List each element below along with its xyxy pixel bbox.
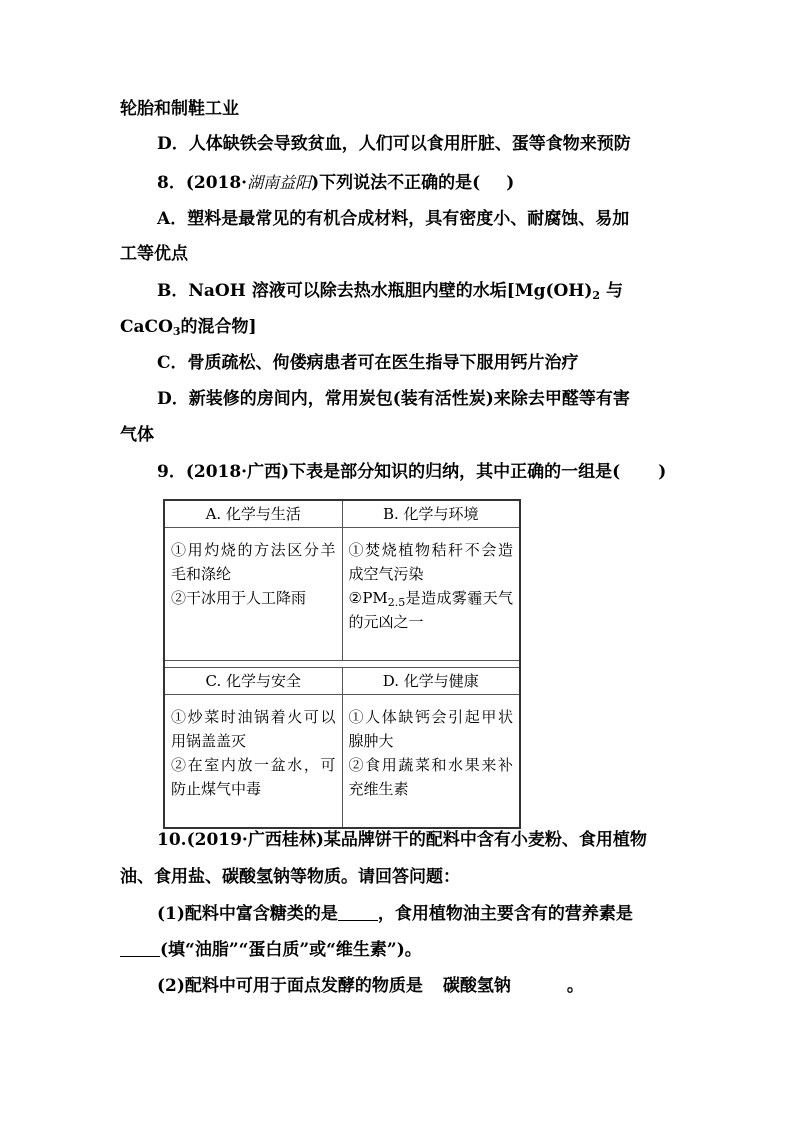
table-cell-a — [164, 528, 342, 661]
table-item: ②在室内放一盆水，可防止煤气中毒 — [171, 756, 336, 798]
table-item: ①焚烧植物秸秆不会造成空气污染 — [348, 541, 513, 583]
formula: CaCO — [120, 317, 173, 337]
question-10: 10.(2019·广西桂林)某品牌饼干的配料中含有小麦粉、食用植物 — [157, 830, 647, 850]
q10-part1 — [157, 903, 633, 925]
q10-part2-answer: 碳酸氢钠 — [442, 976, 511, 996]
question-8 — [157, 172, 514, 194]
table-cell-b — [342, 528, 520, 661]
table-header-a: A. 化学与生活 — [164, 500, 342, 528]
q10-part1-text: (1)配料中富含糖类的是 — [157, 904, 338, 924]
subscript: 2 — [592, 289, 601, 302]
option-b-text: B．NaOH 溶液可以除去热水瓶胆内壁的水垢[Mg(OH) — [157, 281, 593, 301]
option-d-q8: D．新装修的房间内，常用炭包(装有活性炭)来除去甲醛等有害 — [157, 389, 630, 409]
option-b-q8 — [157, 280, 623, 302]
q9-close-paren: ) — [658, 462, 667, 482]
answer-blank — [338, 904, 378, 921]
table-item: ②干冰用于人工降雨 — [171, 589, 307, 607]
formula-text: 的混合物] — [180, 317, 257, 337]
text-line — [120, 939, 422, 961]
text-line: 轮胎和制鞋工业 — [120, 99, 239, 119]
q10-part1-options: (填“油脂”“蛋白质”或“维生素”)。 — [160, 940, 422, 960]
knowledge-table — [163, 499, 521, 829]
table-cell-c — [164, 695, 342, 829]
q8-source: 湖南益阳 — [247, 173, 312, 192]
table-item: ①炒菜时油锅着火可以用锅盖盖灭 — [171, 708, 336, 750]
table-item-text: 是造成雾霾天气的元凶之一 — [348, 589, 513, 631]
option-c-q8: C．骨质疏松、佝偻病患者可在医生指导下服用钙片治疗 — [157, 353, 579, 373]
text-line: 气体 — [120, 425, 154, 445]
text-line — [120, 316, 257, 338]
subscript: 2.5 — [387, 596, 406, 609]
table-item: ①人体缺钙会引起甲状腺肿大 — [348, 708, 513, 750]
option-d-q7: D．人体缺铁会导致贫血，人们可以食用肝脏、蛋等食物来预防 — [157, 134, 631, 154]
table-cell-d — [342, 695, 520, 829]
option-b-text-end: 与 — [600, 281, 623, 301]
text-line: 油、食用盐、碳酸氢钠等物质。请回答问题： — [120, 867, 460, 887]
table-header-d: D. 化学与健康 — [342, 668, 520, 695]
pm-label: ②PM — [348, 589, 388, 607]
question-9 — [157, 461, 666, 483]
q9-text: 9．(2018·广西)下表是部分知识的归纳，其中正确的一组是( — [157, 462, 621, 482]
q8-prefix: 8．(2018· — [157, 173, 248, 193]
answer-blank — [120, 940, 160, 957]
q8-text: )下列说法不正确的是( — [311, 173, 481, 193]
subscript: 3 — [172, 325, 181, 338]
table-item: ①用灼烧的方法区分羊毛和涤纶 — [171, 541, 336, 583]
q10-part2-text: (2)配料中可用于面点发酵的物质是 — [157, 976, 423, 996]
period: 。 — [566, 976, 584, 996]
table-item: ②食用蔬菜和水果来补充维生素 — [348, 756, 513, 798]
table-item — [349, 586, 514, 634]
table-header-c: C. 化学与安全 — [164, 668, 342, 695]
table-header-b: B. 化学与环境 — [342, 500, 520, 528]
q8-close-paren: ) — [506, 173, 515, 193]
q10-part1-text-end: ，食用植物油主要含有的营养素是 — [377, 904, 633, 924]
text-line: 工等优点 — [120, 244, 188, 264]
q10-part2 — [157, 975, 584, 997]
option-a-q8: A．塑料是最常见的有机合成材料，具有密度小、耐腐蚀、易加 — [157, 209, 630, 229]
